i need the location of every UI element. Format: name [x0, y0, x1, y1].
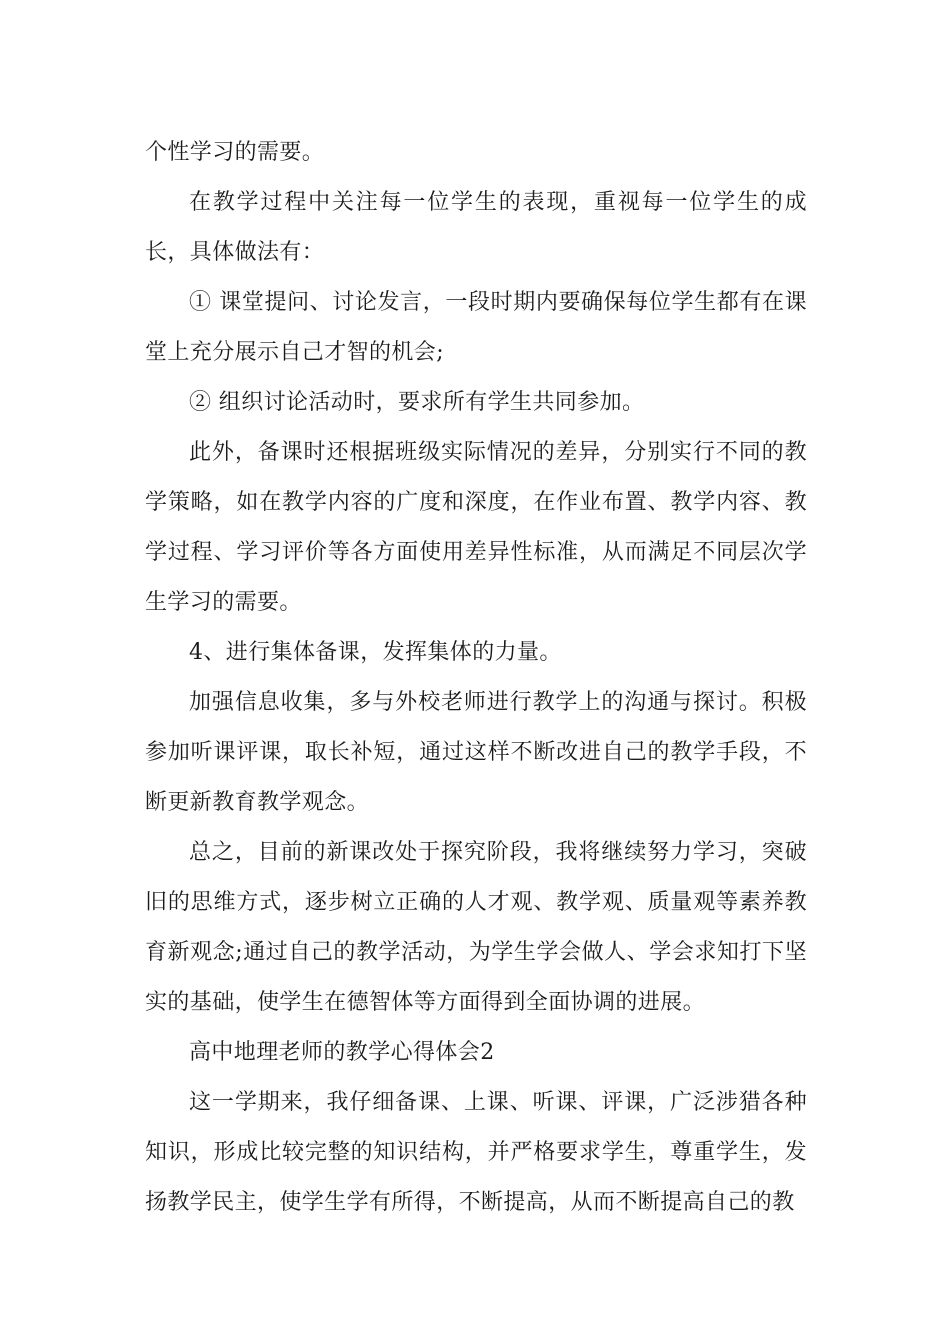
paragraph-information-collection: 加强信息收集，多与外校老师进行教学上的沟通与探讨。积极参加听课评课，取长补短，通过这样不断改进自己的教学手段，不断更新教育教学观念。	[145, 690, 807, 815]
document-page	[145, 128, 807, 1228]
paragraph-semester-summary: 这一学期来，我仔细备课、上课、听课、评课，广泛涉猎各种知识，形成比较完整的知识结构，并严格要求学生，尊重学生，发扬教学民主，使学生学有所得，不断提高，从而不断提高自己的教	[145, 1090, 807, 1215]
paragraph-item-2-discussion: ② 组织讨论活动时，要求所有学生共同参加。	[189, 390, 645, 415]
paragraph-continuation: 个性学习的需要。	[145, 140, 325, 165]
paragraph-focus-on-students: 在教学过程中关注每一位学生的表现，重视每一位学生的成长，具体做法有：	[145, 190, 807, 265]
paragraph-differentiated-teaching: 此外，备课时还根据班级实际情况的差异，分别实行不同的教学策略，如在教学内容的广度和深度，在作业布置、教学内容、教学过程、学习评价等各方面使用差异性标准，从而满足不同层次学生学习的需要。	[145, 440, 807, 615]
section-heading-collective-lesson-prep: 4、进行集体备课，发挥集体的力量。	[189, 640, 562, 665]
article-title-2: 高中地理老师的教学心得体会2	[189, 1040, 495, 1065]
paragraph-conclusion: 总之，目前的新课改处于探究阶段，我将继续努力学习，突破旧的思维方式，逐步树立正确的人才观、教学观、质量观等素养教育新观念;通过自己的教学活动，为学生学会做人、学会求知打下坚实的基础，使学生在德智体等方面得到全面协调的进展。	[145, 840, 807, 1015]
paragraph-item-1-classroom-questions: ① 课堂提问、讨论发言，一段时期内要确保每位学生都有在课堂上充分展示自己才智的机会;	[145, 290, 807, 365]
